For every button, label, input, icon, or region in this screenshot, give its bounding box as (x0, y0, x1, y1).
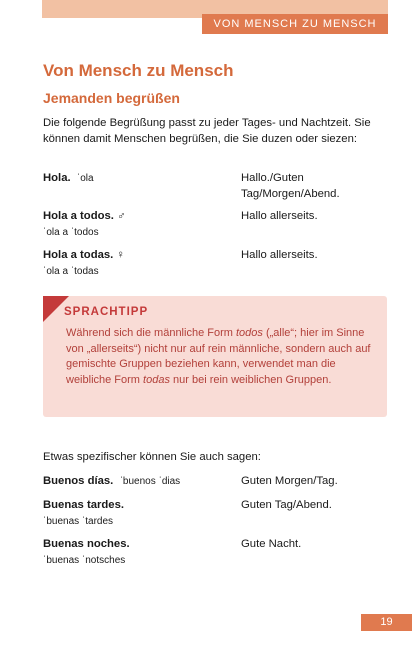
greeting-row-buenos-dias (43, 474, 383, 490)
section-header-tab: VON MENSCH ZU MENSCH (202, 14, 388, 34)
phrase-pronunciation: ˈola a ˈtodos (43, 226, 99, 238)
section-subtitle: Jemanden begrüßen (43, 90, 180, 106)
phrase-spanish: Hola a todas. ♀ (43, 249, 125, 261)
phrase-pronunciation: ˈbuenas ˈnotsches (43, 554, 126, 566)
phrase-pronunciation: ˈbuenos ˈdias (119, 476, 181, 487)
tip-text: Während sich die männliche Form todos („alle“; hier im Sinne von „allerseits“) nicht nur auf rein männliche, sondern auch auf gemischte Gruppen beziehen kann, verwendet man die weibliche Form todas nur bei rein weiblichen Gruppen. (66, 327, 371, 386)
greeting-row-hola-todas (43, 248, 383, 279)
phrase-pronunciation: ˈola a ˈtodas (43, 265, 99, 277)
language-tip-box (43, 296, 387, 417)
intro-paragraph: Die folgende Begrüßung passt zu jeder Tages- und Nachtzeit. Sie können damit Menschen begrüßen, die Sie duzen oder siezen: (43, 117, 371, 145)
phrase-translation: Hallo./Guten Tag/Morgen/Abend. (241, 172, 340, 200)
phrase-pronunciation: ˈola (76, 173, 94, 184)
phrase-translation: Guten Morgen/Tag. (241, 475, 338, 487)
greeting-row-hola (43, 171, 383, 200)
phrase-spanish: Buenos días. (43, 475, 114, 487)
phrase-pronunciation: ˈbuenas ˈtardes (43, 515, 114, 527)
more-intro: Etwas spezifischer können Sie auch sagen: (43, 451, 261, 463)
phrase-spanish: Hola a todos. ♂ (43, 210, 126, 222)
tip-title: SPRACHTIPP (64, 306, 149, 318)
page-number: 19 (361, 614, 412, 631)
phrase-translation: Hallo allerseits. (241, 210, 318, 222)
phrase-spanish: Buenas tardes. (43, 499, 124, 511)
phrase-spanish: Buenas noches. (43, 538, 130, 550)
phrase-translation: Hallo allerseits. (241, 249, 318, 261)
phrase-translation: Guten Tag/Abend. (241, 499, 332, 511)
greeting-row-buenas-noches (43, 537, 383, 568)
page-title: Von Mensch zu Mensch (43, 61, 234, 80)
greeting-row-buenas-tardes (43, 498, 383, 529)
phrase-spanish: Hola. (43, 172, 71, 184)
phrase-translation: Gute Nacht. (241, 538, 302, 550)
greeting-row-hola-todos (43, 209, 383, 240)
